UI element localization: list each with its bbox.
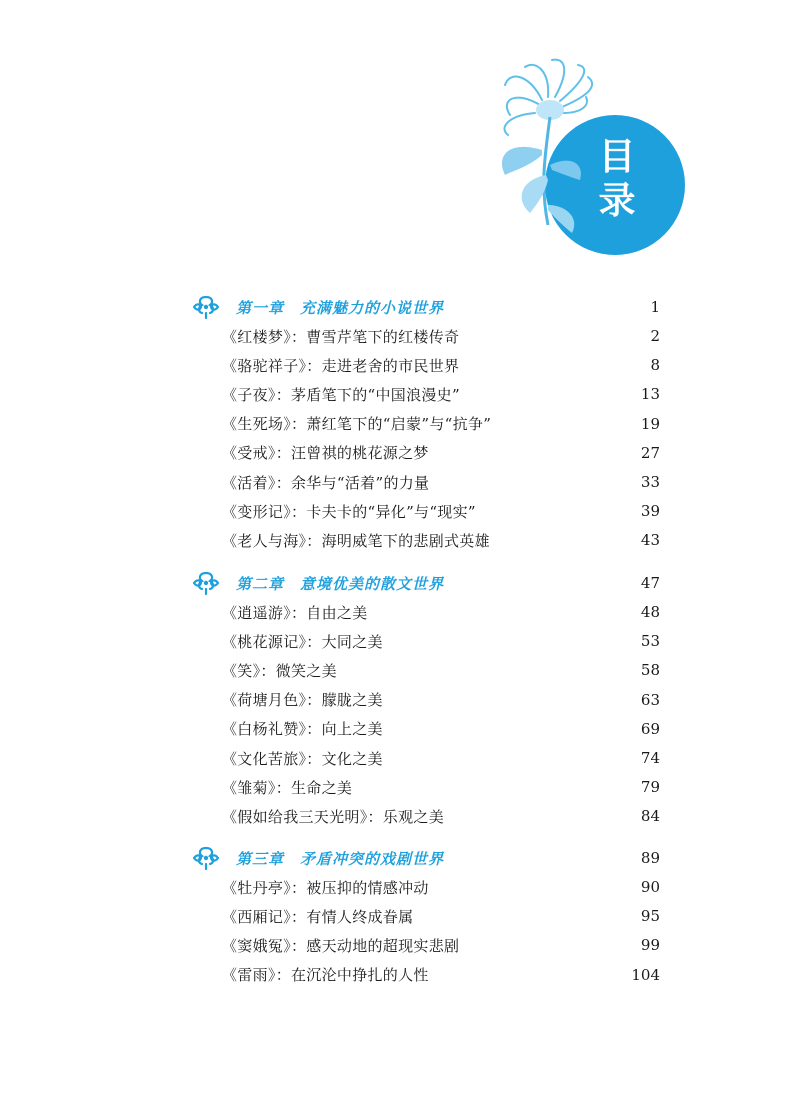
chapter-title: 第二章 意境优美的散文世界 <box>236 574 445 593</box>
toc-entry-page-number: 53 <box>640 632 660 651</box>
chapter-ornament-icon <box>190 845 222 871</box>
toc-entry-page-number: 2 <box>650 327 660 345</box>
page-title: 目录 <box>598 135 636 222</box>
toc-entry-title: 《荷塘月色》：朦胧之美 <box>222 691 383 710</box>
toc-entry[interactable] <box>222 902 660 930</box>
toc-entry-page-number: 63 <box>640 690 660 709</box>
toc-entry[interactable] <box>222 961 660 989</box>
toc-entry-title: 《骆驼祥子》：走进老舍的市民世界 <box>222 356 460 375</box>
toc-entry-page-number: 104 <box>631 965 660 984</box>
chapter-heading[interactable] <box>190 843 660 873</box>
toc-entry-title: 《红楼梦》：曹雪芹笔下的红楼传奇 <box>222 327 460 346</box>
toc-entry[interactable] <box>222 773 660 801</box>
toc-entry-title: 《白杨礼赞》：向上之美 <box>222 720 383 739</box>
chapter-page-number: 89 <box>640 849 660 867</box>
toc-entry-title: 《生死场》：萧红笔下的“启蒙”与“抗争” <box>222 415 492 434</box>
toc-entry-page-number: 69 <box>640 719 660 738</box>
toc-entry-title: 《西厢记》：有情人终成眷属 <box>222 907 414 926</box>
toc-entry-page-number: 43 <box>640 531 660 550</box>
toc-entry-page-number: 74 <box>640 749 660 767</box>
toc-entry-page-number: 95 <box>640 907 660 926</box>
toc-entry-title: 《受戒》：汪曾祺的桃花源之梦 <box>222 444 429 463</box>
toc-entry-title: 《子夜》：茅盾笔下的“中国浪漫史” <box>222 385 460 404</box>
toc-entry-page-number: 84 <box>640 807 660 826</box>
toc-entry[interactable] <box>222 686 660 714</box>
toc-entry-title: 《雷雨》：在沉沦中挣扎的人性 <box>222 966 429 985</box>
toc-entry-title: 《假如给我三天光明》：乐观之美 <box>222 807 445 826</box>
toc-entry[interactable] <box>222 439 660 467</box>
chapter-heading[interactable] <box>190 568 660 598</box>
toc-entry[interactable] <box>222 380 660 408</box>
toc-entry-page-number: 58 <box>640 661 660 680</box>
chapter-ornament-icon <box>190 570 222 596</box>
chapter-page-number: 1 <box>650 298 660 316</box>
toc-entry[interactable] <box>222 351 660 379</box>
toc-entry[interactable] <box>222 715 660 743</box>
toc-entry[interactable] <box>222 468 660 496</box>
toc-entry-page-number: 19 <box>640 414 660 433</box>
toc-entry-page-number: 48 <box>640 603 660 621</box>
toc-entry[interactable] <box>222 656 660 684</box>
toc-entry-page-number: 79 <box>640 778 660 797</box>
toc-entry-page-number: 13 <box>640 385 660 404</box>
toc-entry[interactable] <box>222 802 660 830</box>
toc-entry[interactable] <box>222 526 660 554</box>
toc-entry[interactable] <box>222 410 660 438</box>
toc-entry[interactable] <box>222 497 660 525</box>
toc-entry[interactable] <box>222 744 660 772</box>
toc-entry[interactable] <box>222 627 660 655</box>
chrysanthemum-flower-icon <box>470 55 700 255</box>
toc-entry-title: 《牡丹亭》：被压抑的情感冲动 <box>222 878 429 897</box>
toc-entry-title: 《变形记》：卡夫卡的“异化”与“现实” <box>222 502 476 521</box>
toc-entry-title: 《逍遥游》：自由之美 <box>222 603 368 622</box>
chapter-title: 第一章 充满魅力的小说世界 <box>236 298 445 317</box>
chapter-ornament-icon <box>190 294 222 320</box>
toc-entry-page-number: 90 <box>640 878 660 896</box>
toc-entry-page-number: 27 <box>640 443 660 462</box>
chapter-heading[interactable] <box>190 292 660 322</box>
toc-entry-title: 《雏菊》：生命之美 <box>222 778 353 797</box>
toc-entry-page-number: 99 <box>640 936 660 955</box>
toc-entry[interactable] <box>222 873 660 901</box>
toc-entry-title: 《笑》：微笑之美 <box>222 661 337 680</box>
toc-entry-page-number: 39 <box>640 502 660 521</box>
toc-entry-title: 《活着》：余华与“活着”的力量 <box>222 473 430 492</box>
toc-entry-title: 《桃花源记》：大同之美 <box>222 632 383 651</box>
toc-entry-title: 《窦娥冤》：感天动地的超现实悲剧 <box>222 936 460 955</box>
toc-entry-title: 《老人与海》：海明威笔下的悲剧式英雄 <box>222 531 490 550</box>
toc-entry[interactable] <box>222 931 660 959</box>
toc-entry[interactable] <box>222 322 660 350</box>
toc-entry-page-number: 8 <box>650 356 660 375</box>
toc-entry[interactable] <box>222 598 660 626</box>
toc-entry-page-number: 33 <box>640 473 660 491</box>
chapter-title: 第三章 矛盾冲突的戏剧世界 <box>236 849 445 868</box>
chapter-page-number: 47 <box>640 574 660 592</box>
toc-entry-title: 《文化苦旅》：文化之美 <box>222 749 383 768</box>
